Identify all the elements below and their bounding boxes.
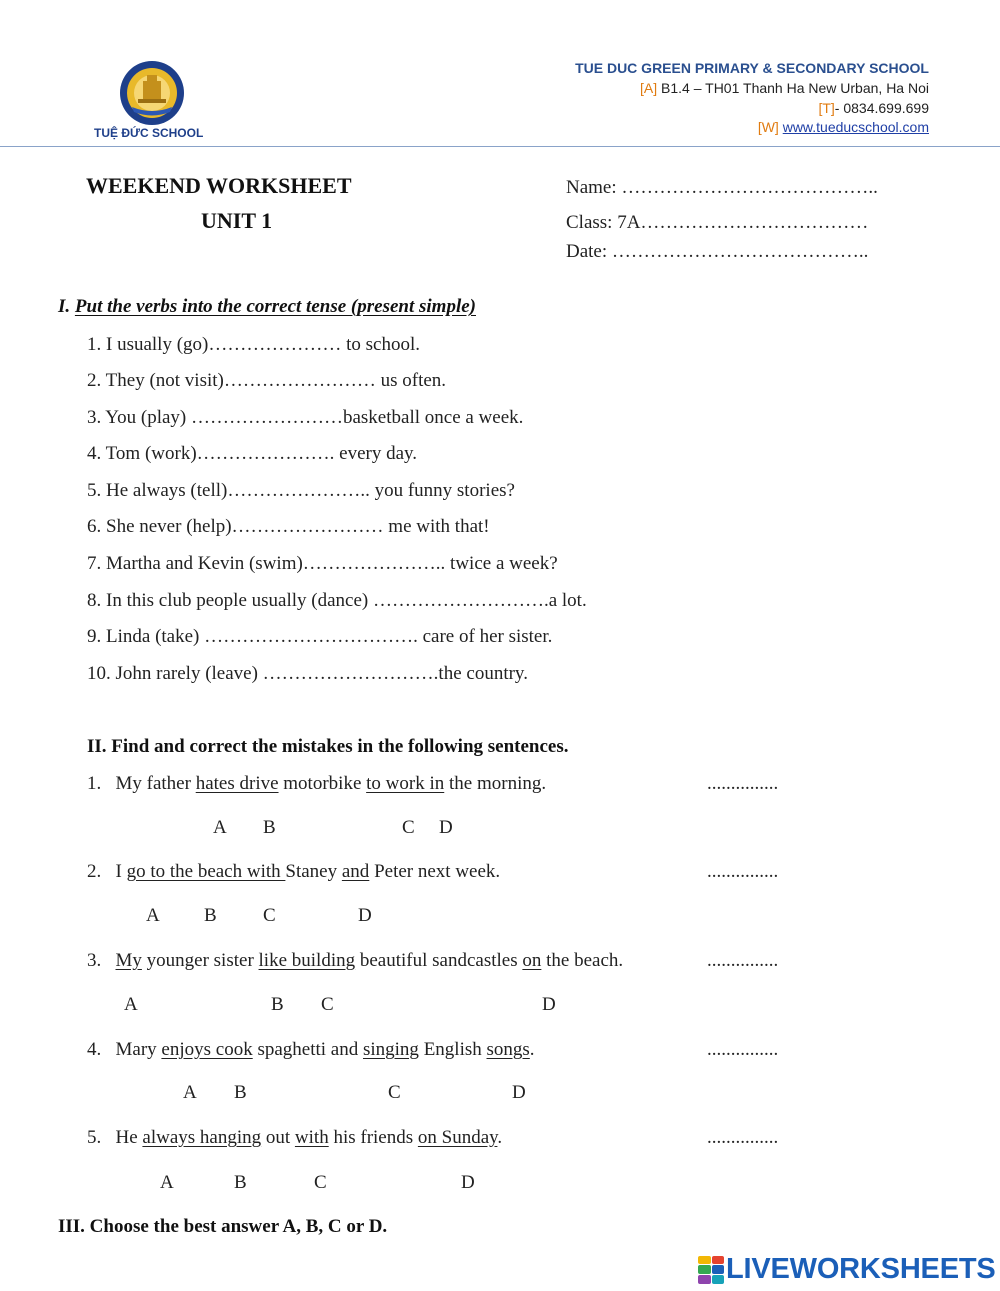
verb-item-9: 9. Linda (take) ……………………………. care of her sister.: [87, 626, 553, 647]
option-c-label: C: [263, 905, 276, 926]
answer-blank-3[interactable]: ...............: [707, 950, 779, 971]
sentence-text: the morning.: [444, 773, 547, 794]
verb-item-3: 3. You (play) ……………………basketball once a week.: [87, 407, 524, 428]
sentence-text: .: [529, 1039, 535, 1060]
sentence-text: English: [418, 1039, 487, 1060]
section-1-title: Put the verbs into the correct tense (present simple): [74, 296, 476, 317]
mistake-item-2: [87, 861, 500, 883]
option-a-label: A: [213, 817, 227, 838]
underlined-part: on: [522, 950, 542, 971]
verb-item-8: 8. In this club people usually (dance) ……………………….a lot.: [87, 590, 587, 611]
header-divider: [0, 146, 1000, 147]
date-field[interactable]: Date: …………………………………..: [566, 241, 869, 262]
liveworksheets-text: LIVEWORKSHEETS: [726, 1253, 996, 1285]
option-d-label: D: [512, 1082, 526, 1103]
underlined-part: with: [294, 1127, 329, 1148]
sentence-text: My father: [115, 773, 196, 794]
underlined-part: like building: [258, 950, 356, 971]
item-number: 3.: [87, 950, 102, 971]
item-number: 5.: [87, 1127, 102, 1148]
sentence-text: the beach.: [541, 950, 624, 971]
section-1-number: I.: [58, 296, 75, 317]
sentence-text: out: [261, 1127, 295, 1148]
underlined-part: go to the beach with: [126, 861, 286, 882]
verb-item-4: 4. Tom (work)…………………. every day.: [87, 443, 418, 464]
address-text: B1.4 – TH01 Thanh Ha New Urban, Ha Noi: [657, 80, 929, 96]
address-tag: [A]: [640, 80, 658, 96]
worksheet-title: WEEKEND WORKSHEET: [86, 173, 352, 198]
liveworksheets-brand[interactable]: [698, 1255, 996, 1284]
sentence-text: beautiful sandcastles: [355, 950, 523, 971]
option-d-label: D: [542, 994, 556, 1015]
name-field[interactable]: Name: …………………………………..: [566, 177, 878, 198]
underlined-part: always hanging: [142, 1127, 262, 1148]
option-a-label: A: [160, 1172, 174, 1193]
mistake-item-1: [87, 773, 546, 795]
section-1-heading: [58, 296, 476, 318]
verb-item-7: 7. Martha and Kevin (swim)………………….. twice a week?: [87, 553, 558, 574]
underlined-part: hates drive: [195, 773, 279, 794]
school-website: [758, 119, 929, 135]
verb-item-10: 10. John rarely (leave) ……………………….the country.: [87, 663, 528, 684]
option-b-label: B: [234, 1172, 247, 1193]
phone-text: - 0834.699.699: [834, 100, 929, 116]
sentence-text: He: [115, 1127, 143, 1148]
verb-item-6: 6. She never (help)…………………… me with that!: [87, 516, 490, 537]
underlined-part: enjoys cook: [161, 1039, 253, 1060]
school-phone: [818, 100, 929, 116]
mistake-item-3: [87, 950, 623, 972]
sentence-text: motorbike: [278, 773, 367, 794]
option-d-label: D: [358, 905, 372, 926]
underlined-part: singing: [362, 1039, 419, 1060]
option-c-label: C: [388, 1082, 401, 1103]
sentence-text: I: [115, 861, 127, 882]
option-c-label: C: [321, 994, 334, 1015]
web-tag: [W]: [757, 119, 779, 135]
verb-item-2: 2. They (not visit)…………………… us often.: [87, 370, 447, 391]
verb-item-1: 1. I usually (go)………………… to school.: [87, 334, 421, 355]
underlined-part: on Sunday: [417, 1127, 498, 1148]
logo-text: TUỆ ĐỨC SCHOOL: [94, 126, 204, 140]
sentence-text: younger sister: [141, 950, 259, 971]
option-b-label: B: [271, 994, 284, 1015]
school-address: [640, 80, 929, 96]
option-a-label: A: [146, 905, 160, 926]
answer-blank-2[interactable]: ...............: [707, 861, 779, 882]
item-number: 1.: [87, 773, 102, 794]
item-number: 2.: [87, 861, 102, 882]
item-number: 4.: [87, 1039, 102, 1060]
sentence-text: his friends: [328, 1127, 418, 1148]
option-c-label: C: [402, 817, 415, 838]
section-3-heading: III. Choose the best answer A, B, C or D.: [58, 1216, 388, 1237]
school-logo: [92, 55, 214, 143]
option-a-label: A: [183, 1082, 197, 1103]
website-link[interactable]: www.tueducschool.com: [782, 119, 929, 135]
answer-blank-1[interactable]: ...............: [707, 773, 779, 794]
sentence-text: Peter next week.: [369, 861, 501, 882]
sentence-text: Mary: [115, 1039, 162, 1060]
phone-tag: [T]: [818, 100, 835, 116]
sentence-text: .: [497, 1127, 503, 1148]
answer-blank-4[interactable]: ...............: [707, 1039, 779, 1060]
mistake-item-4: [87, 1039, 535, 1061]
option-a-label: A: [124, 994, 138, 1015]
school-name: TUE DUC GREEN PRIMARY & SECONDARY SCHOOL: [575, 60, 929, 76]
option-b-label: B: [204, 905, 217, 926]
section-2-heading: II. Find and correct the mistakes in the following sentences.: [87, 736, 569, 757]
class-field[interactable]: Class: 7A………………………………: [566, 212, 869, 233]
mistake-item-5: [87, 1127, 502, 1149]
option-b-label: B: [234, 1082, 247, 1103]
option-c-label: C: [314, 1172, 327, 1193]
sentence-text: Staney: [285, 861, 342, 882]
verb-item-5: 5. He always (tell)………………….. you funny stories?: [87, 480, 515, 501]
answer-blank-5[interactable]: ...............: [707, 1127, 779, 1148]
underlined-part: songs: [486, 1039, 530, 1060]
liveworksheets-icon: [698, 1256, 724, 1284]
option-d-label: D: [461, 1172, 475, 1193]
option-d-label: D: [439, 817, 453, 838]
option-b-label: B: [263, 817, 276, 838]
unit-title: UNIT 1: [201, 208, 273, 233]
underlined-part: My: [115, 950, 142, 971]
sentence-text: spaghetti and: [252, 1039, 363, 1060]
underlined-part: to work in: [366, 773, 445, 794]
underlined-part: and: [341, 861, 370, 882]
